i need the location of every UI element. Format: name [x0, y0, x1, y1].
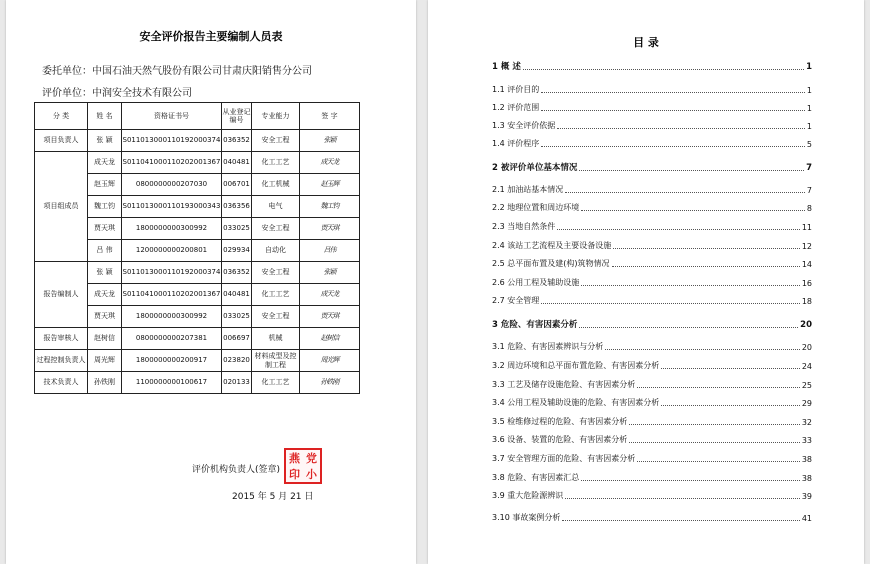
reg-cell: 020133: [222, 372, 252, 394]
staff-table-title: 安全评价报告主要编制人员表: [139, 30, 283, 43]
toc-leader-dots: [579, 327, 798, 328]
head-sign-label: 评价机构负责人(签章): [192, 465, 281, 475]
reg-cell: 036356: [222, 196, 252, 218]
evaluator-line: [42, 84, 192, 99]
toc-leader-dots: [661, 405, 800, 406]
table-row: [35, 350, 360, 372]
category-cell: 项目组成员: [35, 152, 88, 262]
toc-entry-label: 1.4 评价程序: [492, 139, 540, 148]
skill-cell: 安全工程: [252, 218, 300, 240]
toc-leader-dots: [581, 210, 805, 211]
toc-entry[interactable]: [492, 202, 812, 213]
toc-entry-label: 2.2 地理位置和周边环境: [492, 203, 580, 212]
cert-cell: S011013000110192000374: [122, 262, 222, 284]
toc-entry[interactable]: [492, 397, 812, 408]
signature-cell: 贾天琪: [300, 306, 360, 328]
toc-leader-dots: [565, 192, 805, 193]
toc-leader-dots: [579, 170, 804, 171]
name-cell: 赵树信: [88, 328, 122, 350]
reg-cell: 006701: [222, 174, 252, 196]
cert-cell: S011013000110193000343: [122, 196, 222, 218]
category-cell: 过程控制负责人: [35, 350, 88, 372]
toc-entry-label: 3.6 设备、装置的危险、有害因素分析: [492, 435, 628, 444]
toc-leader-dots: [613, 248, 800, 249]
header-reg: 从业登记编号: [222, 103, 252, 130]
name-cell: 魏工钧: [88, 196, 122, 218]
toc-page-number: 29: [801, 399, 812, 408]
cert-cell: 1200000000200801: [122, 240, 222, 262]
name-cell: 张 颖: [88, 262, 122, 284]
reg-cell: 036352: [222, 262, 252, 284]
staff-table-body: [35, 130, 360, 394]
reg-cell: 029934: [222, 240, 252, 262]
skill-cell: 安全工程: [252, 262, 300, 284]
toc-leader-dots: [541, 146, 805, 147]
toc-entry-label: 2.1 加油站基本情况: [492, 185, 564, 194]
reg-cell: 036352: [222, 130, 252, 152]
official-seal: 燕 党 印 小: [284, 448, 322, 484]
skill-cell: 安全工程: [252, 130, 300, 152]
client-line: [42, 62, 312, 77]
name-cell: 周光辉: [88, 350, 122, 372]
header-cert: 资格证书号: [122, 103, 222, 130]
signature-cell: 张颖: [300, 262, 360, 284]
toc-leader-dots: [557, 229, 800, 230]
toc-entry[interactable]: [492, 277, 812, 288]
table-row: [35, 372, 360, 394]
toc-leader-dots: [637, 387, 800, 388]
table-row: [35, 130, 360, 152]
toc-leader-dots: [541, 303, 800, 304]
staff-table: [34, 102, 360, 394]
toc-entry-label: 2.4 该站工艺流程及主要设备设施: [492, 241, 612, 250]
staff-table-header: [35, 103, 360, 130]
toc-entry[interactable]: [492, 221, 812, 232]
skill-cell: 化工机械: [252, 174, 300, 196]
toc-page-number: 18: [801, 297, 812, 306]
skill-cell: 自动化: [252, 240, 300, 262]
toc-entry-label: 3.8 危险、有害因素汇总: [492, 473, 580, 482]
toc-entry-label: 3.5 检维修过程的危险、有害因素分析: [492, 417, 628, 426]
toc-entry-label: 2.6 公用工程及辅助设施: [492, 278, 580, 287]
toc-entry-label: 1.2 评价范围: [492, 103, 540, 112]
toc-page-number: 20: [800, 320, 812, 330]
signature-cell: 赵玉辉: [300, 174, 360, 196]
skill-cell: 材料成型及控制工程: [252, 350, 300, 372]
name-cell: 吕 伟: [88, 240, 122, 262]
toc-page-number: 16: [801, 279, 812, 288]
signature-cell: 赵树信: [300, 328, 360, 350]
toc-entry[interactable]: [492, 102, 812, 113]
reg-cell: 033025: [222, 218, 252, 240]
toc-leader-dots: [565, 498, 800, 499]
toc-entry[interactable]: [492, 360, 812, 371]
skill-cell: 机械: [252, 328, 300, 350]
table-row: [35, 262, 360, 284]
toc-leader-dots: [581, 285, 800, 286]
skill-cell: 化工工艺: [252, 284, 300, 306]
toc-page-number: 1: [806, 122, 812, 131]
toc-page-number: 38: [801, 455, 812, 464]
toc-page-number: 1: [806, 62, 812, 72]
evaluator-value: 中润安全技术有限公司: [92, 88, 192, 99]
signature-cell: 张颖: [300, 130, 360, 152]
category-cell: 项目负责人: [35, 130, 88, 152]
cert-cell: 0800000000207030: [122, 174, 222, 196]
name-cell: 成天龙: [88, 152, 122, 174]
toc-leader-dots: [562, 520, 799, 521]
toc-entry[interactable]: [492, 341, 812, 352]
toc-page-number: 24: [801, 362, 812, 371]
toc-page-number: 7: [806, 163, 812, 173]
toc-page-number: 8: [806, 204, 812, 213]
toc-entry-label: 3 危险、有害因素分析: [492, 320, 578, 330]
toc-entry[interactable]: [492, 490, 812, 501]
toc-entry-label: 3.4 公用工程及辅助设施的危险、有害因素分析: [492, 398, 660, 407]
table-row: [35, 152, 360, 174]
toc-leader-dots: [523, 69, 804, 70]
name-cell: 张 颖: [88, 130, 122, 152]
toc-entry-label: 1.3 安全评价依据: [492, 121, 556, 130]
name-cell: 孙铁刚: [88, 372, 122, 394]
toc-entry-label: 3.9 重大危险源辨识: [492, 491, 564, 500]
toc-section-entry[interactable]: [492, 60, 812, 72]
reg-cell: 040481: [222, 284, 252, 306]
skill-cell: 化工工艺: [252, 372, 300, 394]
toc-entry[interactable]: [492, 258, 812, 269]
client-label: 委托单位：: [42, 66, 92, 77]
toc-page-number: 12: [801, 242, 812, 251]
toc-entry-label: 3.7 安全管理方面的危险、有害因素分析: [492, 454, 636, 463]
toc-title: 目 录: [633, 36, 659, 49]
toc-entry-label: 2.5 总平面布置及建(构)筑物情况: [492, 259, 610, 268]
reg-cell: 023820: [222, 350, 252, 372]
toc-entry[interactable]: [492, 453, 812, 464]
toc-entry[interactable]: [492, 295, 812, 306]
header-skill: 专业能力: [252, 103, 300, 130]
toc-section-entry[interactable]: [492, 318, 812, 330]
right-page: [428, 0, 864, 564]
toc-entry[interactable]: [492, 120, 812, 131]
toc-section-entry[interactable]: [492, 161, 812, 173]
toc-entry[interactable]: [492, 138, 812, 149]
toc-entry[interactable]: [492, 379, 812, 390]
cert-cell: S011041000110202001367: [122, 152, 222, 174]
toc-entry-label: 2 被评价单位基本情况: [492, 163, 578, 173]
toc-leader-dots: [612, 266, 800, 267]
toc-entry-label: 3.1 危险、有害因素辨识与分析: [492, 342, 604, 351]
toc-leader-dots: [661, 368, 800, 369]
cert-cell: 1800000000300992: [122, 306, 222, 328]
header-name: 姓 名: [88, 103, 122, 130]
toc-entry[interactable]: [492, 84, 812, 95]
client-value: 中国石油天然气股份有限公司甘肃庆阳销售分公司: [92, 66, 312, 77]
toc-leader-dots: [581, 480, 800, 481]
toc-leader-dots: [541, 92, 805, 93]
reg-cell: 006697: [222, 328, 252, 350]
toc-leader-dots: [605, 349, 800, 350]
toc-page-number: 20: [801, 343, 812, 352]
toc-entry-label: 2.3 当地自然条件: [492, 222, 556, 231]
toc-page-number: 25: [801, 381, 812, 390]
toc-entry-label: 3.10 事故案例分析: [492, 513, 561, 522]
toc-leader-dots: [637, 461, 800, 462]
left-page: [6, 0, 416, 564]
toc-page-number: 39: [801, 492, 812, 501]
signature-cell: 成天龙: [300, 152, 360, 174]
toc-entry[interactable]: [492, 434, 812, 445]
header-sign: 签 字: [300, 103, 360, 130]
name-cell: 贾天琪: [88, 218, 122, 240]
signature-cell: 成天龙: [300, 284, 360, 306]
name-cell: 成天龙: [88, 284, 122, 306]
toc-leader-dots: [629, 442, 800, 443]
toc-page-number: 1: [806, 86, 812, 95]
signature-cell: 魏工钧: [300, 196, 360, 218]
toc-page-number: 38: [801, 474, 812, 483]
toc-entry[interactable]: [492, 472, 812, 483]
toc-page-number: 5: [806, 140, 812, 149]
toc-entry[interactable]: [492, 240, 812, 251]
toc-page-number: 14: [801, 260, 812, 269]
date-text: 2015 年 5 月 21 日: [232, 492, 314, 502]
cert-cell: 1800000000300992: [122, 218, 222, 240]
reg-cell: 040481: [222, 152, 252, 174]
signature-cell: 周光辉: [300, 350, 360, 372]
toc-page-number: 41: [801, 514, 812, 523]
toc-entry-label: 1 概 述: [492, 62, 521, 72]
cert-cell: 0800000000207381: [122, 328, 222, 350]
toc-entry[interactable]: [492, 416, 812, 427]
toc-entry-label: 2.7 安全管理: [492, 296, 540, 305]
toc-page-number: 1: [806, 104, 812, 113]
category-cell: 报告审核人: [35, 328, 88, 350]
toc-entry-label: 3.3 工艺及储存设施危险、有害因素分析: [492, 380, 636, 389]
skill-cell: 化工工艺: [252, 152, 300, 174]
cert-cell: 1800000000200917: [122, 350, 222, 372]
skill-cell: 安全工程: [252, 306, 300, 328]
reg-cell: 033025: [222, 306, 252, 328]
category-cell: 技术负责人: [35, 372, 88, 394]
toc-entry[interactable]: [492, 512, 812, 523]
category-cell: 报告编制人: [35, 262, 88, 328]
cert-cell: 1100000000100617: [122, 372, 222, 394]
toc-leader-dots: [629, 424, 800, 425]
cert-cell: S011013000110192000374: [122, 130, 222, 152]
skill-cell: 电气: [252, 196, 300, 218]
header-category: 分 类: [35, 103, 88, 130]
toc-leader-dots: [557, 128, 805, 129]
table-row: [35, 328, 360, 350]
toc-entry-label: 3.2 周边环境和总平面布置危险、有害因素分析: [492, 361, 660, 370]
cert-cell: S011041000110202001367: [122, 284, 222, 306]
toc-leader-dots: [541, 110, 805, 111]
name-cell: 赵玉辉: [88, 174, 122, 196]
signature-cell: 孙铁刚: [300, 372, 360, 394]
toc-page-number: 11: [801, 223, 812, 232]
toc-entry-label: 1.1 评价目的: [492, 85, 540, 94]
toc-page-number: 33: [801, 436, 812, 445]
toc-page-number: 7: [806, 186, 812, 195]
name-cell: 贾天琪: [88, 306, 122, 328]
toc-entry[interactable]: [492, 184, 812, 195]
evaluator-label: 评价单位：: [42, 88, 92, 99]
signature-cell: 吕伟: [300, 240, 360, 262]
signature-cell: 贾天琪: [300, 218, 360, 240]
toc-page-number: 32: [801, 418, 812, 427]
